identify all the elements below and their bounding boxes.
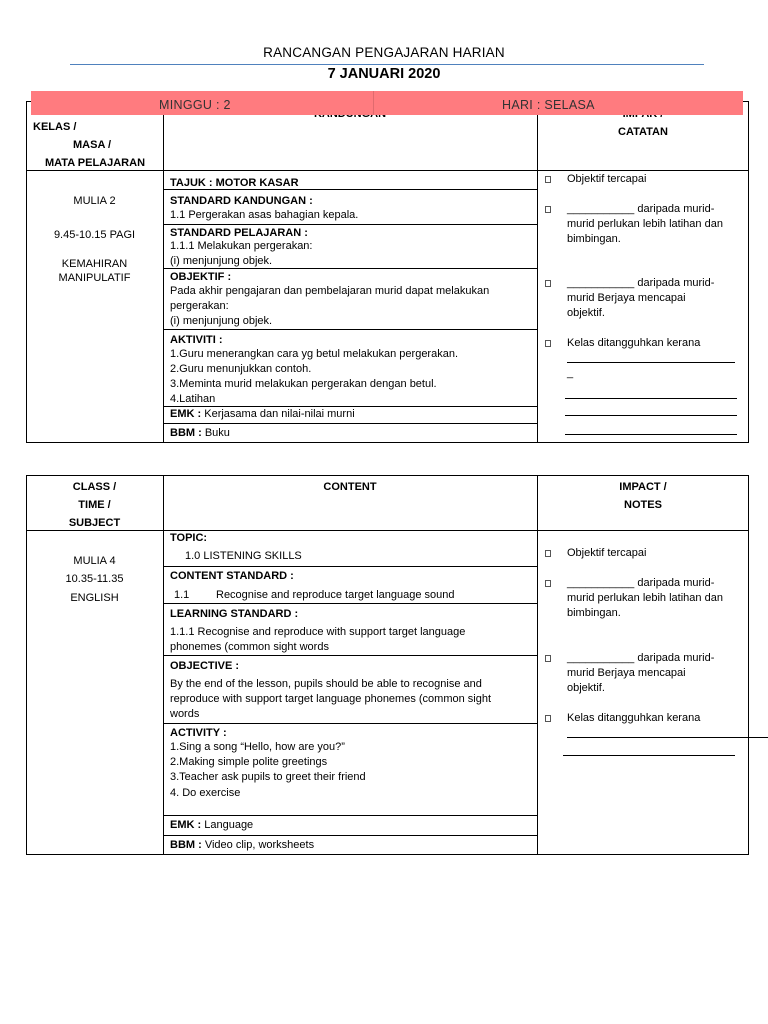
- table1-header-rule: [26, 170, 749, 171]
- table2-objective-line: words: [170, 708, 200, 720]
- checkbox-icon[interactable]: [545, 340, 551, 347]
- table1-emk-text: Kerjasama dan nilai-nilai murni: [204, 408, 355, 420]
- table1-row-rule: [163, 224, 537, 225]
- checkbox-icon[interactable]: [545, 550, 551, 557]
- table2-impact-practice-line: ___________ daripada murid-: [567, 577, 715, 589]
- table1-learning-standard-line: 1.1.1 Melakukan pergerakan:: [170, 240, 313, 252]
- table2-row-rule: [163, 603, 537, 604]
- table1-activity-line: 1.Guru menerangkan cara yg betul melakukan pergerakan.: [170, 348, 459, 360]
- table1-impact-success-line: ___________ daripada murid-: [567, 277, 715, 289]
- table1-objective-line: (i) menjunjung objek.: [170, 315, 273, 327]
- table1-impact-practice-line: bimbingan.: [567, 233, 621, 245]
- table1-impact-dash: _: [567, 367, 574, 379]
- table2-header-time: TIME /: [78, 499, 111, 511]
- checkbox-icon[interactable]: [545, 280, 551, 287]
- table2-activity-label: ACTIVITY :: [170, 727, 227, 739]
- table2-impact-success-line: murid Berjaya mencapai: [567, 667, 686, 679]
- table2-emk: [170, 818, 253, 833]
- table2-content-standard-text: Recognise and reproduce target language sound: [216, 589, 455, 601]
- reason-blank-line[interactable]: [565, 398, 737, 399]
- table1-impact-practice-line: ___________ daripada murid-: [567, 203, 715, 215]
- table2-divider-col2: [537, 475, 538, 855]
- reason-blank-line[interactable]: [567, 362, 735, 363]
- table2-activity-line: 3.Teacher ask pupils to greet their friend: [170, 771, 366, 783]
- table1-activity-line: 2.Guru menunjukkan contoh.: [170, 363, 312, 375]
- table1-activity-label: AKTIVITI :: [170, 334, 223, 346]
- table2-row-rule: [163, 566, 537, 567]
- table1-activity-line: 3.Meminta murid melakukan pergerakan dengan betul.: [170, 378, 437, 390]
- table2-learning-standard-label: LEARNING STANDARD :: [170, 608, 299, 620]
- table1-bbm: [170, 426, 230, 441]
- table2-header-impact: IMPACT /: [619, 481, 667, 493]
- table2-content-standard-label: CONTENT STANDARD :: [170, 570, 294, 582]
- table2-time: 10.35-11.35: [65, 573, 124, 585]
- table2-impact-practice-line: bimbingan.: [567, 607, 621, 619]
- table1-learning-standard-line: (i) menjunjung objek.: [170, 255, 273, 267]
- table2-bbm-label: BBM :: [170, 839, 202, 851]
- table2-header-notes: NOTES: [624, 499, 662, 511]
- table2-objective-line: reproduce with support target language phonemes (common sight: [170, 693, 492, 705]
- table2-bbm-text: Video clip, worksheets: [204, 839, 315, 851]
- table1-header-time: MASA /: [73, 139, 112, 151]
- table1-impact-success-line: murid Berjaya mencapai: [567, 292, 686, 304]
- table1-header-class: KELAS /: [33, 121, 77, 133]
- table2-learning-standard-line: 1.1.1 Recognise and reproduce with support target language: [170, 626, 466, 638]
- table2-activity-line: 1.Sing a song “Hello, how are you?”: [170, 741, 345, 753]
- table2-impact-postponed: Kelas ditangguhkan kerana: [567, 712, 701, 724]
- table2-content-standard-num: 1.1: [174, 589, 190, 601]
- table1-header-notes: CATATAN: [618, 126, 668, 138]
- table1-header-subject: MATA PELAJARAN: [45, 157, 146, 169]
- banner-week: MINGGU : 2: [159, 98, 231, 112]
- table2-bbm: [170, 838, 314, 853]
- table1-time: 9.45-10.15 PAGI: [53, 229, 136, 241]
- table1-objective-label: OBJEKTIF :: [170, 271, 232, 283]
- table2-impact-success-line: objektif.: [567, 682, 605, 694]
- table2-row-rule: [163, 835, 537, 836]
- table2-emk-label: EMK :: [170, 819, 202, 831]
- table1-class: MULIA 2: [73, 195, 116, 207]
- table2-subject: ENGLISH: [70, 592, 119, 604]
- table2-impact-practice-line: murid perlukan lebih latihan dan: [567, 592, 723, 604]
- table1-learning-standard-label: STANDARD PELAJARAN :: [170, 227, 308, 239]
- table1-impact-success-line: objektif.: [567, 307, 605, 319]
- table2-row-rule: [163, 815, 537, 816]
- table2-class: MULIA 4: [73, 555, 116, 567]
- table1-activity-line: 4.Latihan: [170, 393, 216, 405]
- table1-emk-label: EMK :: [170, 408, 202, 420]
- table2-header-rule: [26, 530, 749, 531]
- table2-activity-line: 4. Do exercise: [170, 787, 241, 799]
- table1-impact-practice-line: murid perlukan lebih latihan dan: [567, 218, 723, 230]
- table1-divider-col1: [163, 101, 164, 443]
- table1-content-standard-label: STANDARD KANDUNGAN :: [170, 195, 313, 207]
- table1-divider-col2: [537, 101, 538, 443]
- banner-divider: [373, 91, 374, 115]
- table1-subject-line1: KEMAHIRAN: [61, 258, 128, 270]
- table2-objective-label: OBJECTIVE :: [170, 660, 240, 672]
- table2-divider-col1: [163, 475, 164, 855]
- table2-emk-text: Language: [204, 819, 254, 831]
- checkbox-icon[interactable]: [545, 176, 551, 183]
- table2-objective-line: By the end of the lesson, pupils should be able to recognise and: [170, 678, 482, 690]
- table1-topic: TAJUK : MOTOR KASAR: [170, 177, 299, 189]
- table2-row-rule: [163, 723, 537, 724]
- checkbox-icon[interactable]: [545, 580, 551, 587]
- reason-blank-line[interactable]: [565, 434, 737, 435]
- document-date: 7 JANUARI 2020: [327, 66, 441, 82]
- document-title: RANCANGAN PENGAJARAN HARIAN: [263, 45, 505, 60]
- table1-impact-achieved: Objektif tercapai: [567, 173, 647, 185]
- table1-row-rule: [163, 423, 537, 424]
- table2-topic-text: 1.0 LISTENING SKILLS: [185, 550, 302, 562]
- table1-impact-postponed: Kelas ditangguhkan kerana: [567, 337, 701, 349]
- week-day-banner: [31, 91, 743, 115]
- table1-subject-line2: MANIPULATIF: [58, 272, 131, 284]
- table2-row-rule: [163, 655, 537, 656]
- table2-header-content: CONTENT: [323, 481, 377, 493]
- table1-bbm-text: Buku: [204, 427, 230, 439]
- table1-objective-line: Pada akhir pengajaran dan pembelajaran murid dapat melakukan: [170, 285, 490, 297]
- banner-day: HARI : SELASA: [502, 98, 595, 112]
- table2-impact-achieved: Objektif tercapai: [567, 547, 647, 559]
- reason-blank-line[interactable]: [565, 415, 737, 416]
- table2-learning-standard-line: phonemes (common sight words: [170, 641, 329, 653]
- reason-blank-line[interactable]: [567, 737, 768, 738]
- table1-emk: [170, 407, 355, 422]
- reason-blank-line[interactable]: [563, 755, 735, 756]
- table2-header-subject: SUBJECT: [68, 517, 121, 529]
- table1-content-standard-text: 1.1 Pergerakan asas bahagian kepala.: [170, 209, 359, 221]
- checkbox-icon[interactable]: [545, 655, 551, 662]
- title-underline: [70, 64, 704, 65]
- table1-objective-line: pergerakan:: [170, 300, 229, 312]
- table2-impact-success-line: ___________ daripada murid-: [567, 652, 715, 664]
- table2-header-class: CLASS /: [72, 481, 117, 493]
- checkbox-icon[interactable]: [545, 715, 551, 722]
- table1-row-rule: [163, 329, 537, 330]
- table2-activity-line: 2.Making simple polite greetings: [170, 756, 328, 768]
- table1-bbm-label: BBM :: [170, 427, 202, 439]
- checkbox-icon[interactable]: [545, 206, 551, 213]
- table2-topic-label: TOPIC:: [170, 532, 208, 544]
